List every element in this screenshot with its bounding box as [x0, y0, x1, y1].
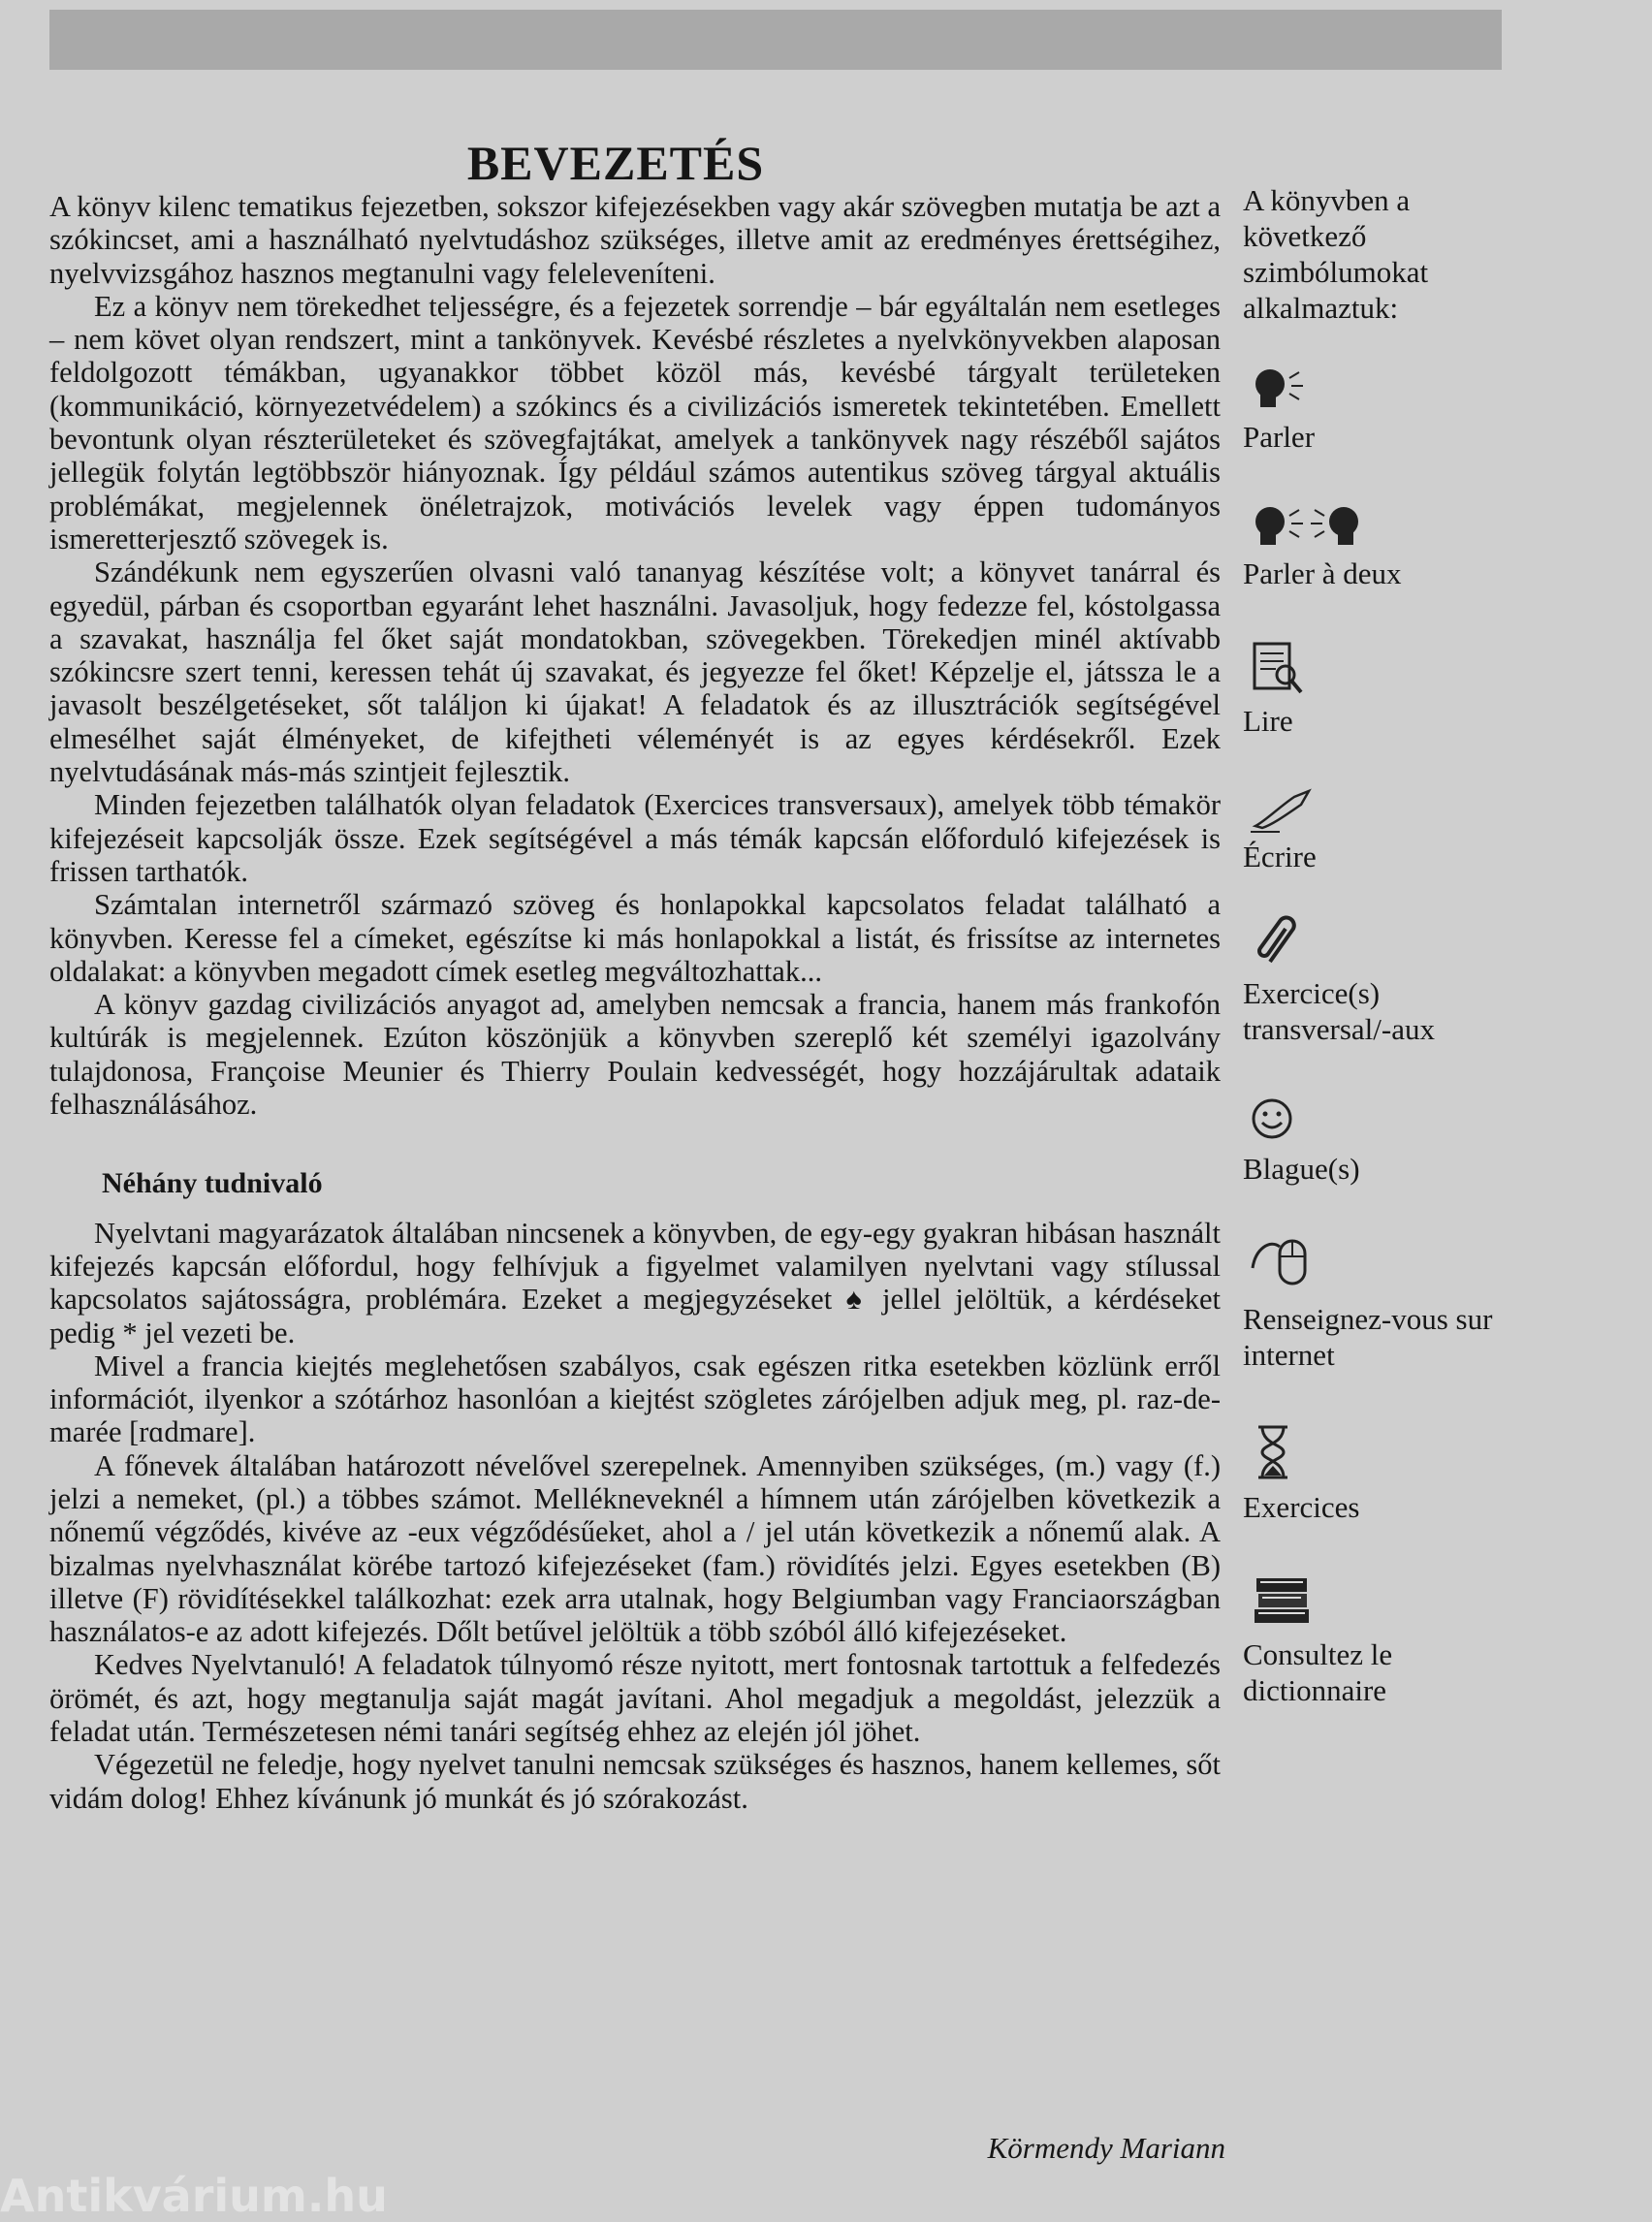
symbol-label: Blague(s) [1243, 1152, 1360, 1186]
paragraph: A főnevek általában határozott névelővel szerepelnek. Amennyiben szükséges, (m.) vagy (f.) jelzi a nemeket, (pl.) a többes számot. Mellékneveknél a hímnem után zárójelben következik a nőnemű végződés, kivéve az -eux végződésűeket, ahol a / jel után következik a nőnemű alak. A bizalmas nyelvhasználat körébe tartozó kifejezéseket (fam.) rövidítés jelzi. Egyes esetekben (B) illetve (F) rövidítésekkel találkozhat: ezek arra utalnak, hogy Belgiumban vagy Franciaországban használatos-e az adott kifejezés. Dőlt betűvel jelöltük a több szóból álló kifejezéseket. [49, 1448, 1221, 1649]
paragraph: Nyelvtani magyarázatok általában nincsenek a könyvben, de egy-egy gyakran hibásan használt kifejezés kapcsán előfordul, hogy felhívjuk a figyelmet valamilyen nyelvtani vagy stílussal kapcsolatos sajátosságra, problémára. Ezeket a megjegyzéseket ♠ jellel jelöltük, a kérdéseket pedig * jel vezeti be. [49, 1216, 1221, 1349]
paragraph: Ez a könyv nem törekedhet teljességre, és a fejezetek sorrendje – bár egyáltalán nem esetleges – nem követ olyan rendszert, mint a tankönyvek. Kevésbé részletes a nyelvkönyvekben alaposan feldolgozott témákban, ugyanakkor többet közöl más, kevésbé tárgyalt területeken (kommunikáció, környezetvédelem) a szókincs és a civilizációs ismeretek tekintetében. Emellett bevontunk olyan részterületeket és szövegfajtákat, amelyek a tankönyvek nagy részéből sajátos jellegük folytán legtöbbször hiányoznak. Így például számos autentikus szöveg tárgyal aktuális problémákat, megjelennek önéletrajzok, motivációs levelek vagy éppen tudományos ismeretterjesztő szövegek is. [49, 289, 1221, 556]
section-heading: Néhány tudnivaló [102, 1167, 323, 1200]
hourglass-icon [1251, 1423, 1299, 1481]
symbol-label: Consultez le dictionnaire [1243, 1637, 1393, 1707]
paperclip-icon [1251, 911, 1309, 969]
header-bar [49, 10, 1502, 70]
symbol-label: Parler [1243, 420, 1316, 454]
sidebar-intro: A könyvben a következő szimbólumokat alkalmaztuk: [1243, 183, 1429, 325]
paragraph: Szándékunk nem egyszerűen olvasni való tananyag készítése volt; a könyvet tanárral és egyedül, párban és csoportban egyaránt lehet használni. Javasoljuk, hogy fedezze fel, kóstolgassa a szavakat, használja fel őket saját mondatokban, szövegekben. Törekedjen minél aktívabb szókincsre szert tenni, keressen tehát új szavakat, és jegyezze fel őket! Képzelje el, játssza le a javasolt beszélgetéseket, sőt találjon ki újakat! A feladatok és az illusztrációk segítségével elmesélhet saját élményeket, de kifejtheti véleményét is az egyes kérdésekről. Ezek nyelvtudásának más-más szintjeit fejlesztik. [49, 556, 1221, 789]
two-speaking-heads-icon [1251, 504, 1367, 553]
symbol-label: Parler à deux [1243, 556, 1402, 590]
symbol-label: Renseignez-vous sur internet [1243, 1302, 1493, 1372]
books-icon [1251, 1571, 1318, 1629]
speaking-head-icon [1251, 366, 1309, 415]
smiley-icon [1251, 1097, 1299, 1146]
paragraph: Végezetül ne feledje, hogy nyelvet tanulni nemcsak szükséges és hasznos, hanem kellemes, sőt vidám dolog! Ehhez kívánunk jó munkát és jó szórakozást. [49, 1748, 1221, 1815]
paragraph: A könyv gazdag civilizációs anyagot ad, amelyben nemcsak a francia, hanem más frankofón kultúrák is megjelennek. Ezúton köszönjük a könyvben szereplő két személyi igazolvány tulajdonosa, Françoise Meunier és Thierry Poulain kedvességét, hogy hozzájárultak adataik felhasználásához. [49, 988, 1221, 1122]
symbol-label: Exercices [1243, 1490, 1360, 1524]
page-title: BEVEZETÉS [466, 135, 765, 190]
paragraph: Minden fejezetben találhatók olyan feladatok (Exercices transversaux), amelyek több témakör kifejezéseit kapcsolják össze. Ezek segítségével a más témák kapcsán előforduló kifejezések is frissen tarthatók. [49, 788, 1221, 888]
main-text [49, 190, 1221, 1815]
symbol-label: Écrire [1243, 840, 1317, 873]
document-magnifier-icon [1251, 640, 1309, 698]
watermark: Antikvárium.hu [0, 2170, 388, 2222]
symbol-label: Lire [1243, 704, 1293, 738]
signature: Körmendy Mariann [987, 2131, 1225, 2165]
computer-mouse-icon [1251, 1229, 1328, 1297]
paragraph: A könyv kilenc tematikus fejezetben, sokszor kifejezésekben vagy akár szövegben mutatja be azt a szókincset, ami a használható nyelvtudáshoz szükséges, illetve amit az eredményes érettségihez, nyelvvizsgához hasznos megtanulni vagy feleleveníteni. [49, 190, 1221, 290]
paragraph: Számtalan internetről származó szöveg és honlapokkal kapcsolatos feladat található a könyvben. Keresse fel a címeket, egészítse ki más honlapokkal a listát, és frissítse az internetes oldalakat: a könyvben megadott címek esetleg megváltozhattak... [49, 888, 1221, 988]
paragraph: Kedves Nyelvtanuló! A feladatok túlnyomó része nyitott, mert fontosnak tartottuk a felfedezés örömét, és azt, hogy megtanulja saját magát javítani. Ahol megadjuk a megoldást, jelezzük a feladat után. Természetesen némi tanári segítség ehhez az elején jól jöhet. [49, 1648, 1221, 1749]
paragraph: Mivel a francia kiejtés meglehetősen szabályos, csak egészen ritka esetekben közlünk erről információt, ilyenkor a szótárhoz hasonlóan a kiejtést szögletes zárójelben adjuk meg, pl. raz-de-marée [rɑdmare]. [49, 1349, 1221, 1449]
symbol-label: Exercice(s) transversal/-aux [1243, 976, 1435, 1046]
writing-hand-icon [1251, 787, 1318, 836]
